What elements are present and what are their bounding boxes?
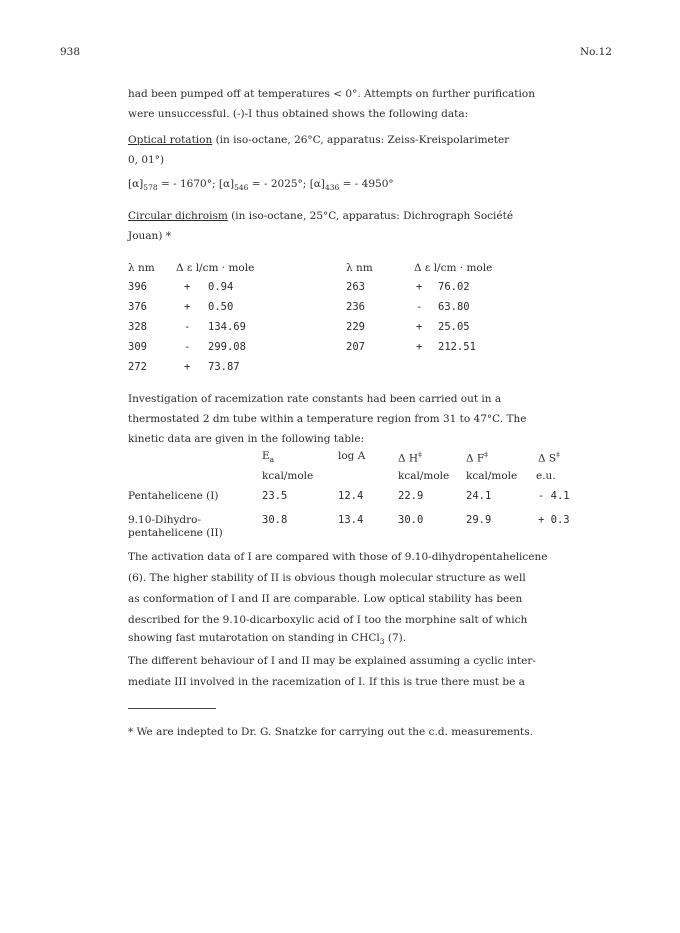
para2-line3: kinetic data are given in the following table:	[128, 433, 365, 445]
rotation-578-label: [α]	[128, 178, 144, 190]
row1-delta-h: 22.9	[398, 490, 424, 502]
circular-dichroism-conditions: (in iso-octane, 25°C, apparatus: Dichrograph Société	[227, 210, 514, 222]
cd-row-sign: -	[416, 301, 423, 313]
cd-header-wavelength: λ nm	[128, 262, 155, 274]
row1-delta-s: - 4.1	[538, 490, 570, 502]
row1-delta-f: 24.1	[466, 490, 492, 502]
optical-rotation-heading: Optical rotation	[128, 134, 213, 146]
cd-row-value: 73.87	[208, 361, 240, 373]
rotation-546-wavelength: 546	[234, 183, 249, 193]
cd-row-wavelength: 328	[128, 321, 147, 333]
cd-row-sign: +	[184, 301, 191, 313]
cd-header-delta-epsilon-2: Δ ε l/cm · mole	[414, 262, 493, 274]
row2-compound-line1: 9.10-Dihydro-	[128, 514, 202, 526]
para3-line4: described for the 9.10-dicarboxylic acid of I too the morphine salt of which	[128, 614, 528, 626]
ea-subscript: a	[269, 455, 275, 465]
circular-dichroism-heading: Circular dichroism	[128, 210, 228, 222]
row2-compound-line2: pentahelicene (II)	[128, 527, 223, 539]
row2-delta-s: + 0.3	[538, 514, 570, 526]
delta-f-superscript: ‡	[484, 450, 488, 459]
rotation-436-value: = - 4950°	[339, 178, 394, 190]
cd-row-sign: -	[184, 321, 191, 333]
cd-row-wavelength: 376	[128, 301, 147, 313]
cd-row-wavelength: 309	[128, 341, 147, 353]
rotation-values	[128, 178, 394, 192]
cd-row-value: 76.02	[438, 281, 470, 293]
unit-delta-f: kcal/mole	[466, 470, 518, 482]
page-number: 938	[60, 46, 81, 58]
kinetic-header-ea: $E_a$	[262, 450, 275, 465]
cd-row-value: 0.94	[208, 281, 234, 293]
rotation-578-value: = - 1670°;	[157, 178, 219, 190]
kinetic-header-delta-h: Δ H‡	[398, 450, 422, 465]
circular-dichroism-line1	[128, 210, 513, 222]
para4-line2: mediate III involved in the racemization of I. If this is true there must be a	[128, 676, 525, 688]
cd-row-sign: +	[416, 281, 423, 293]
rotation-546-label: [α]	[218, 178, 235, 190]
delta-s-superscript: ‡	[556, 450, 560, 459]
cd-row-wavelength: 396	[128, 281, 147, 293]
cd-row-wavelength: 207	[346, 341, 365, 353]
chcl3-subscript: 3	[379, 637, 385, 647]
kinetic-header-delta-f: Δ F‡	[466, 450, 488, 465]
rotation-546-value: = - 2025°;	[248, 178, 310, 190]
para1-line1: had been pumped off at temperatures < 0°. Attempts on further purification	[128, 88, 535, 100]
cd-row-wavelength: 272	[128, 361, 147, 373]
circular-dichroism-line2: Jouan) *	[128, 230, 171, 242]
para3-line2: (6). The higher stability of II is obvious though molecular structure as well	[128, 572, 526, 584]
para1-line2: were unsuccessful. (-)-I thus obtained shows the following data:	[128, 108, 469, 120]
issue-number: No.12	[579, 46, 612, 58]
cd-row-value: 25.05	[438, 321, 470, 333]
footnote: * We are indepted to Dr. G. Snatzke for carrying out the c.d. measurements.	[128, 726, 533, 738]
kinetic-header-log-a: log A	[338, 450, 366, 462]
cd-row-value: 63.80	[438, 301, 470, 313]
row2-delta-h: 30.0	[398, 514, 424, 526]
cd-row-sign: +	[184, 361, 191, 373]
unit-delta-s: e.u.	[536, 470, 556, 482]
cd-header-wavelength-2: λ nm	[346, 262, 373, 274]
optical-rotation-conditions: (in iso-octane, 26°C, apparatus: Zeiss-Kreispolarimeter	[212, 134, 510, 146]
row2-delta-f: 29.9	[466, 514, 492, 526]
row2-log-a: 13.4	[338, 514, 364, 526]
para3-line5: showing fast mutarotation on standing in CHCl$_3$ (7).	[128, 632, 407, 647]
cd-row-value: 212.51	[438, 341, 476, 353]
para4-line1: The different behaviour of I and II may be explained assuming a cyclic inter-	[128, 655, 536, 667]
unit-ea: kcal/mole	[262, 470, 314, 482]
cd-row-wavelength: 236	[346, 301, 365, 313]
row1-ea: 23.5	[262, 490, 288, 502]
cd-header-delta-epsilon: Δ ε l/cm · mole	[176, 262, 255, 274]
cd-row-wavelength: 229	[346, 321, 365, 333]
cd-row-sign: +	[416, 341, 423, 353]
delta-h-superscript: ‡	[418, 450, 422, 459]
cd-row-value: 299.08	[208, 341, 246, 353]
cd-row-value: 0.50	[208, 301, 234, 313]
para2-line1: Investigation of racemization rate constants had been carried out in a	[128, 393, 502, 405]
rotation-436-wavelength: 436	[324, 183, 340, 193]
para3-line3: as conformation of I and II are comparable. Low optical stability has been	[128, 593, 523, 605]
para2-line2: thermostated 2 dm tube within a temperature region from 31 to 47°C. The	[128, 413, 527, 425]
cd-row-sign: +	[416, 321, 423, 333]
cd-row-value: 134.69	[208, 321, 246, 333]
cd-row-sign: -	[184, 341, 191, 353]
optical-rotation-line2: 0, 01°)	[128, 154, 165, 166]
row1-log-a: 12.4	[338, 490, 364, 502]
footnote-rule	[128, 708, 216, 709]
row1-compound: Pentahelicene (I)	[128, 490, 219, 502]
rotation-578-wavelength: 578	[143, 183, 158, 193]
cd-row-sign: +	[184, 281, 191, 293]
unit-delta-h: kcal/mole	[398, 470, 450, 482]
optical-rotation-line1	[128, 134, 509, 146]
rotation-436-label: [α]	[309, 178, 325, 190]
para3-line1: The activation data of I are compared with those of 9.10-dihydropentahelicene	[128, 551, 548, 563]
cd-row-wavelength: 263	[346, 281, 365, 293]
kinetic-header-delta-s: Δ S‡	[538, 450, 560, 465]
row2-ea: 30.8	[262, 514, 288, 526]
